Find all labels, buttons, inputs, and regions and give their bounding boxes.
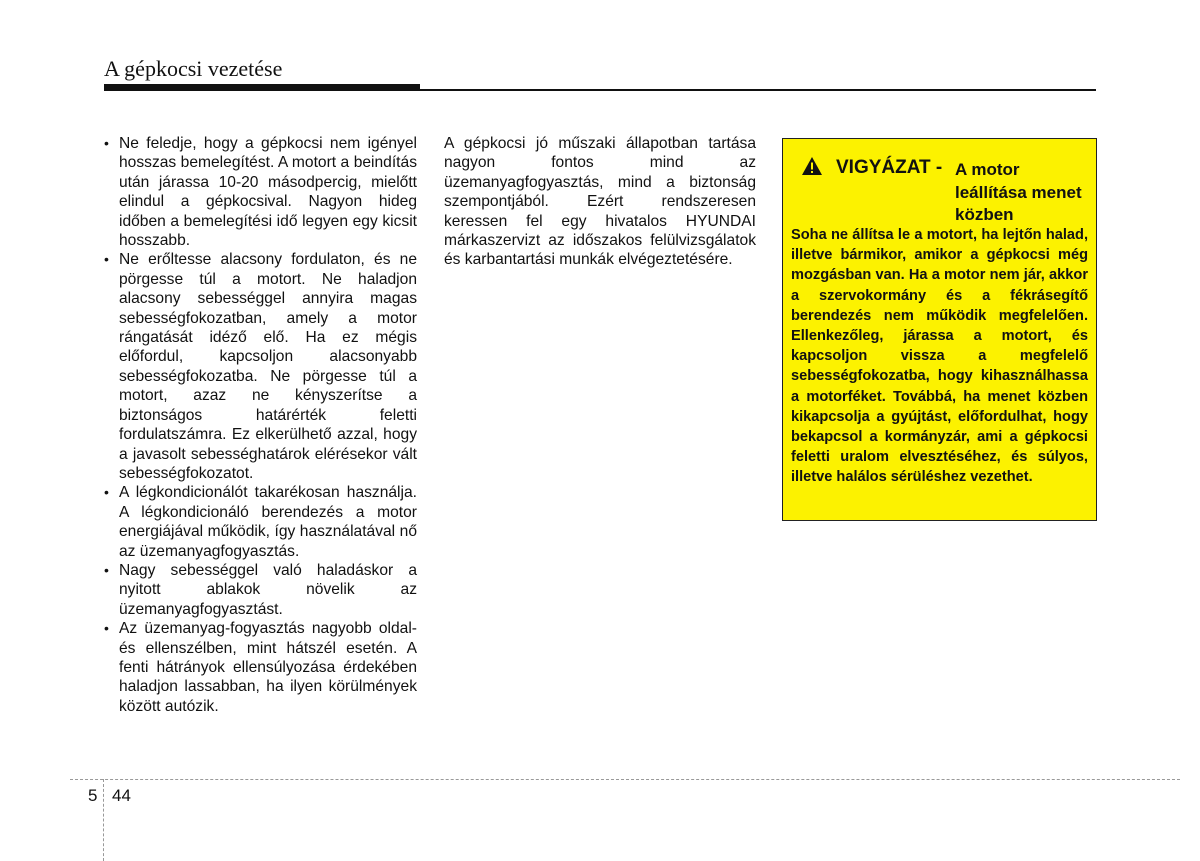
footer-dashed-rule: [70, 779, 1180, 780]
list-item: • Ne feledje, hogy a gépkocsi nem igényel hosszas bemelegítést. A motort a beindítás után járassa 10-20 másodpercig, mielőtt elindul a gépkocsival. Nagyon hideg időben a bemelegítési idő legyen egy kicsit hosszabb.: [104, 134, 417, 250]
page-number: 44: [112, 786, 131, 805]
warning-title: VIGYÁZAT -: [836, 157, 943, 178]
middle-column: [444, 134, 756, 270]
list-item: • Az üzemanyag-fogyasztás nagyobb oldal- és ellenszélben, mint hátszél esetén. A fenti hátrányok ellensúlyozása érdekében haladjon lassabban, ha ilyen körülmények között autózik.: [104, 619, 417, 716]
maintenance-paragraph: A gépkocsi jó műszaki állapotban tartása nagyon fontos mind az üzemanyagfogyasztás, mind a biztonság szempontjából. Ezért rendszeresen keressen fel egy hivatalos HYUNDAI márkaszervizt az időszakos felülvizsgálatok és karbantartási munkák elvégeztetésére.: [444, 135, 756, 269]
warning-body: Soha ne állítsa le a motort, ha lejtőn halad, illetve bármikor, amikor a gépkocsi még mozgásban van. Ha a motor nem jár, akkor a szervokormány és a fékrásegítő berendezés nem működik megfelelően. Ellenkezőleg, járassa a motort, és kapcsoljon vissza a megfelelő sebességfokozatba, hogy kihasználhassa a motorféket. Továbbá, ha menet közben kikapcsolja a gyújtást, előfordulhat, hogy bekapcsol a kormányzár, ami a gépkocsi feletti uralom elvesztéséhez, és súlyos, illetve halálos sérüléshez vezethet.: [791, 227, 1088, 486]
warning-header: [791, 147, 1088, 225]
list-item: • Ne erőltesse alacsony fordulaton, és ne pörgesse túl a motort. Ne haladjon alacsony sebességgel annyira magas sebességfokozatban, amely a motor rángatását idéző elő. Ha ez mégis előfordul, kapcsoljon alacsonyabb sebességfokozatba. Ne pörgesse túl a motort, azaz ne kényszerítse a biztonságos határérték feletti fordulatszámra. Ez elkerülhető azzal, hogy a javasolt sebességhatárok elérésekor vált sebességfokozatot.: [104, 250, 417, 483]
left-column: [104, 134, 417, 716]
page-header-title: A gépkocsi vezetése: [104, 56, 283, 81]
tips-list: [104, 134, 417, 716]
footer-vertical-divider: [103, 779, 104, 861]
warning-subtitle: A motor leállítása menet közben: [955, 160, 1082, 224]
list-item: • Nagy sebességgel való haladáskor a nyitott ablakok növelik az üzemanyagfogyasztást.: [104, 561, 417, 619]
warning-triangle-icon: [801, 156, 823, 176]
list-item: • A légkondicionálót takarékosan használja. A légkondicionáló berendezés a motor energiájával működik, így használatával nő az üzemanyagfogyasztás.: [104, 483, 417, 561]
header-rule-thin: [104, 89, 1096, 91]
chapter-number: 5: [88, 786, 98, 805]
warning-box: [782, 138, 1097, 521]
